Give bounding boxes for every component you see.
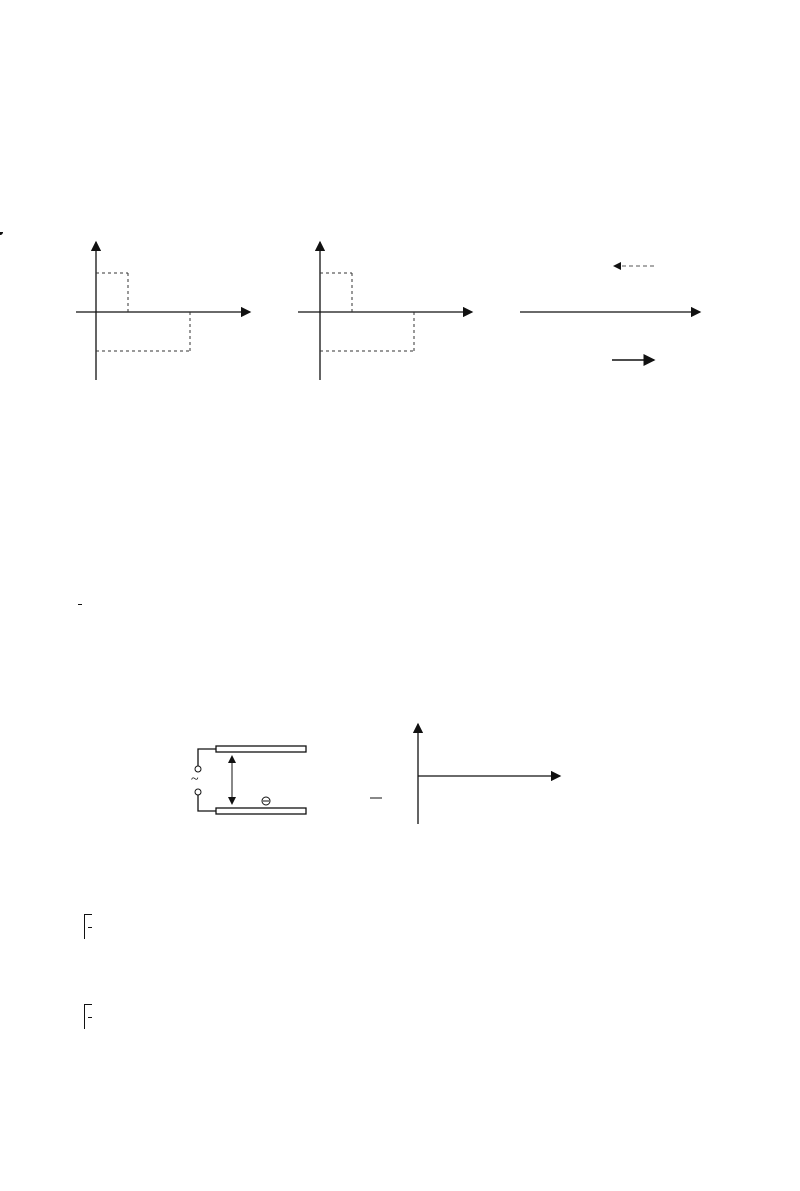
q10-option-d[interactable] [78,1004,92,1029]
figure-2 [370,724,560,824]
plate-P [216,746,306,752]
figure-1 [191,746,306,814]
q10-option-b[interactable] [78,914,92,939]
plate-Q [216,808,306,814]
wave-figures [0,232,800,392]
circuit-figures [0,716,800,866]
svg-text:~: ~ [191,772,199,787]
figure-jia [0,232,250,380]
point-N [0,232,3,235]
figure-bing [520,266,700,360]
reverse-voltage-fraction [78,604,82,605]
q10-line-2 [78,592,82,622]
figure-yi [298,242,472,380]
